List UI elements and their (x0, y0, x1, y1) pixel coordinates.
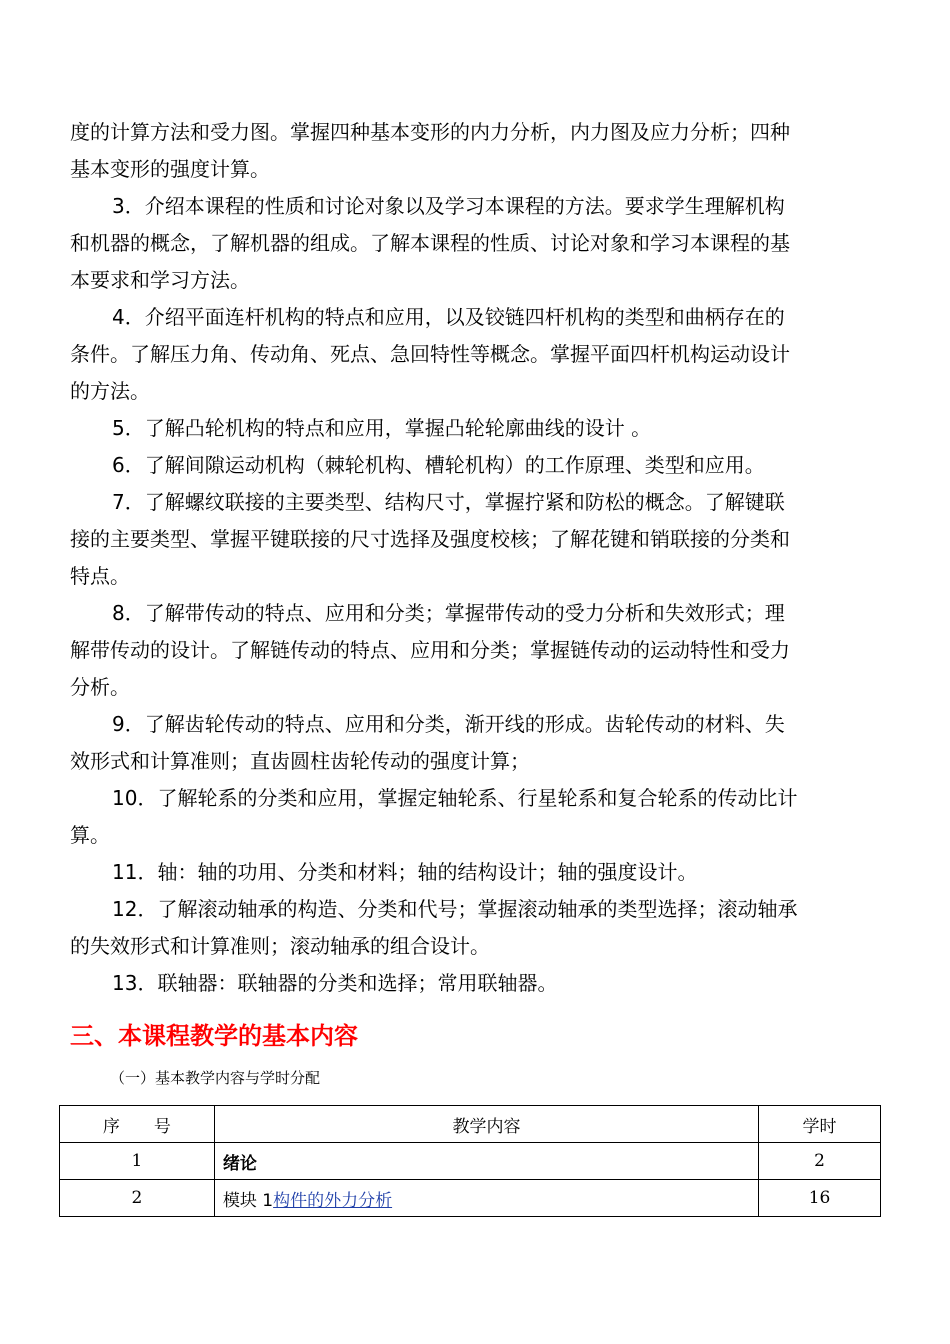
table-row (60, 1143, 881, 1180)
paragraph-line: 解带传动的设计。了解链传动的特点、应用和分类；掌握链传动的运动特性和受力 (70, 638, 790, 662)
paragraph-line: 11．轴：轴的功用、分类和材料；轴的结构设计；轴的强度设计。 (112, 860, 698, 884)
paragraph-line: 10．了解轮系的分类和应用，掌握定轴轮系、行星轮系和复合轮系的传动比计 (112, 786, 798, 810)
paragraph-line: 接的主要类型、掌握平键联接的尺寸选择及强度校核；了解花键和销联接的分类和 (70, 527, 790, 551)
row-no: 1 (60, 1143, 215, 1180)
header-content: 教学内容 (214, 1106, 758, 1143)
paragraph-line: 条件。了解压力角、传动角、死点、急回特性等概念。掌握平面四杆机构运动设计 (70, 342, 790, 366)
paragraph-line: 算。 (70, 823, 110, 847)
module-link[interactable]: 构件的外力分析 (273, 1190, 393, 1211)
table-caption: （一）基本教学内容与学时分配 (110, 1069, 321, 1087)
row-content-text: 绪论 (222, 1153, 257, 1174)
paragraph-line: 和机器的概念，了解机器的组成。了解本课程的性质、讨论对象和学习本课程的基 (70, 231, 790, 255)
document-body (70, 114, 882, 1094)
table-header-row (60, 1106, 881, 1143)
paragraph-line: 3．介绍本课程的性质和讨论对象以及学习本课程的方法。要求学生理解机构 (112, 194, 785, 218)
paragraph-line: 特点。 (70, 564, 130, 588)
header-hours: 学时 (759, 1106, 881, 1143)
paragraph-line: 基本变形的强度计算。 (70, 157, 270, 181)
paragraph-line: 12．了解滚动轴承的构造、分类和代号；掌握滚动轴承的类型选择；滚动轴承 (112, 897, 798, 921)
paragraph-line: 4．介绍平面连杆机构的特点和应用，以及铰链四杆机构的类型和曲柄存在的 (112, 305, 785, 329)
paragraph-line: 8．了解带传动的特点、应用和分类；掌握带传动的受力分析和失效形式；理 (112, 601, 785, 625)
row-content (214, 1180, 758, 1217)
paragraph-line: 度的计算方法和受力图。掌握四种基本变形的内力分析，内力图及应力分析；四种 (70, 120, 790, 144)
paragraph-line: 效形式和计算准则；直齿圆柱齿轮传动的强度计算； (70, 749, 530, 773)
paragraph-line: 9．了解齿轮传动的特点、应用和分类，渐开线的形成。齿轮传动的材料、失 (112, 712, 785, 736)
row-hours: 2 (759, 1143, 881, 1180)
table-row (60, 1180, 881, 1217)
paragraph-line: 分析。 (70, 675, 130, 699)
paragraph-line: 13．联轴器：联轴器的分类和选择；常用联轴器。 (112, 971, 558, 995)
row-content (214, 1143, 758, 1180)
section-heading: 三、本课程教学的基本内容 (70, 1022, 358, 1050)
row-content-text: 模块 1 (222, 1190, 274, 1211)
paragraph-line: 7．了解螺纹联接的主要类型、结构尺寸，掌握拧紧和防松的概念。了解键联 (112, 490, 785, 514)
paragraph-line: 6．了解间隙运动机构（棘轮机构、槽轮机构）的工作原理、类型和应用。 (112, 453, 765, 477)
paragraph-line: 本要求和学习方法。 (70, 268, 250, 292)
content-hours-table (59, 1105, 881, 1217)
paragraph-line: 的失效形式和计算准则；滚动轴承的组合设计。 (70, 934, 490, 958)
row-no: 2 (60, 1180, 215, 1217)
row-hours: 16 (759, 1180, 881, 1217)
paragraph-line: 的方法。 (70, 379, 150, 403)
header-no: 序 号 (60, 1106, 215, 1143)
paragraph-line: 5．了解凸轮机构的特点和应用，掌握凸轮轮廓曲线的设计 。 (112, 416, 652, 440)
